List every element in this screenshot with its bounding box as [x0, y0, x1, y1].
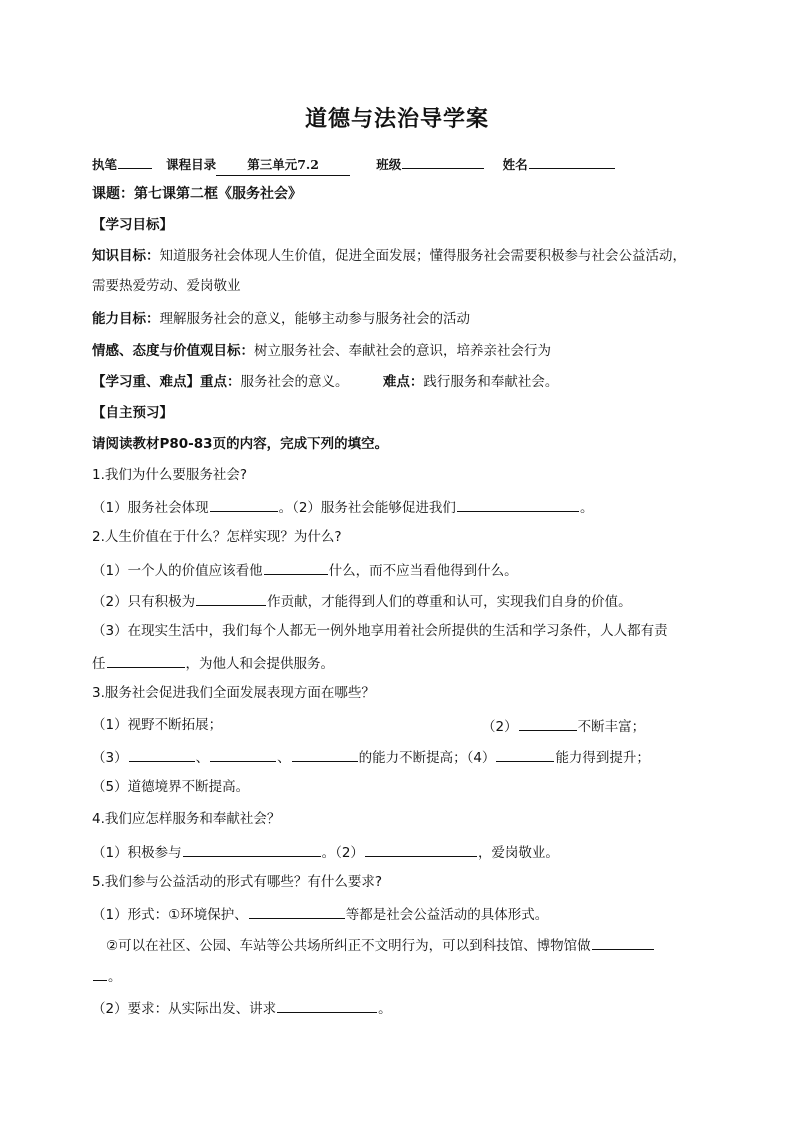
question-2-item-3a: （3）在现实生活中，我们每个人都无一例外地享用着社会所提供的生活和学习条件，人人都有责: [92, 623, 668, 639]
q5-1-blank[interactable]: [249, 903, 345, 919]
q3-3-text-e: 能力得到提升；: [555, 750, 650, 766]
q5-3-blank[interactable]: [277, 997, 377, 1013]
difficult-label: 难点：: [382, 374, 424, 390]
q2-1-text-a: （1）一个人的价值应该看他: [92, 563, 263, 579]
question-2-item-2: [92, 590, 632, 612]
author-label: 执笔: [92, 157, 118, 172]
catalog-label: 课程目录: [166, 157, 217, 172]
q3-2-text-b: 不断丰富；: [577, 719, 646, 735]
q1-blank-2[interactable]: [457, 496, 579, 512]
objectives-heading: 【学习目标】: [92, 217, 173, 233]
question-1: 1.我们为什么要服务社会?: [92, 467, 248, 483]
key-points-line: [92, 372, 558, 392]
q5-1-text-a: （1）形式：①环境保护: [92, 907, 235, 923]
q2-3-text-c: ，为他人和会提供服务。: [185, 656, 334, 672]
knowledge-label: 知识目标：: [92, 248, 160, 264]
key-points-heading: 【学习重、难点】: [92, 374, 200, 390]
knowledge-text-2: 需要热爱劳动、爱岗敬业: [92, 278, 241, 294]
key-text: 服务社会的意义。: [240, 374, 349, 390]
question-2-item-3b: [92, 652, 334, 674]
catalog-value: 第三单元7.2: [216, 155, 350, 176]
ability-label: 能力目标：: [92, 311, 160, 327]
q1-text-a: （1）服务社会体现: [92, 500, 209, 516]
question-1-answer: [92, 496, 593, 518]
q3-3-blank-3[interactable]: [292, 746, 358, 762]
name-label: 姓名: [502, 157, 528, 172]
q2-3-text-b: 任: [92, 656, 106, 672]
knowledge-text-1: 知道服务社会体现人生价值，促进全面发展；懂得服务社会需要积极参与社会公益活动，: [159, 248, 686, 264]
q5-1-text-c: 等都是社会公益活动的具体形式。: [345, 907, 549, 923]
question-2-item-1: [92, 559, 518, 581]
question-3-item-3: [92, 746, 650, 768]
key-label: 重点：: [200, 374, 241, 390]
q1-text-b: 。（2）服务社会能够促进我们: [278, 500, 456, 516]
q4-text-b: 。（2）: [321, 845, 364, 861]
q3-3-text-d: 的能力不断提高；（4）: [358, 750, 496, 766]
question-5-item-1: [92, 903, 548, 925]
author-blank[interactable]: [118, 153, 152, 169]
q5-2-blank-cont[interactable]: [93, 965, 107, 981]
q3-3-text-c: 、: [277, 750, 291, 766]
question-5-item-2-cont: [92, 965, 122, 987]
emotion-objective: [92, 341, 551, 361]
question-3-item-2: [482, 715, 645, 737]
q4-text-a: （1）积极参与: [92, 845, 182, 861]
question-2: 2.人生价值在于什么？怎样实现？为什么?: [92, 529, 342, 545]
preview-instruction: 请阅读教材P80-83页的内容，完成下列的填空。: [92, 436, 389, 452]
q2-2-text-b: 作贡献，才能得到人们的尊重和认可，实现我们自身的价值。: [267, 594, 632, 610]
q4-text-c: ，爱岗敬业。: [477, 845, 559, 861]
name-blank[interactable]: [529, 153, 615, 169]
q2-1-text-b: 什么，而不应当看他得到什么。: [328, 563, 518, 579]
q3-3-blank-1[interactable]: [129, 746, 195, 762]
emotion-label: 情感、态度与价值观目标：: [92, 343, 254, 359]
q5-1-text-b: 、: [234, 907, 248, 923]
question-3-item-1: （1）视野不断拓展；: [92, 717, 223, 733]
q5-2-blank[interactable]: [592, 934, 654, 950]
class-label: 班级: [376, 157, 402, 172]
q3-2-blank[interactable]: [519, 715, 577, 731]
class-blank[interactable]: [402, 153, 484, 169]
q3-3-text-a: （3）: [92, 750, 128, 766]
q5-2-text-b: 。: [108, 969, 122, 985]
question-4-answer: [92, 841, 559, 863]
question-4: 4.我们应怎样服务和奉献社会？: [92, 811, 281, 827]
question-3: 3.服务社会促进我们全面发展表现方面在哪些？: [92, 685, 375, 701]
q3-3-blank-2[interactable]: [210, 746, 276, 762]
q3-4-blank[interactable]: [496, 746, 554, 762]
question-5-item-2: [106, 934, 655, 956]
q2-2-blank[interactable]: [196, 590, 266, 606]
q1-blank-1[interactable]: [210, 496, 278, 512]
q5-2-text-a: ②可以在社区、公园、车站等公共场所纠正不文明行为，可以到科技馆、博物馆做: [106, 938, 591, 954]
ability-text: 理解服务社会的意义，能够主动参与服务社会的活动: [159, 311, 470, 327]
q1-text-c: 。: [579, 500, 594, 516]
q2-1-blank[interactable]: [264, 559, 328, 575]
q5-3-text-a: （2）要求：从实际出发、讲求: [92, 1001, 277, 1017]
question-5: 5.我们参与公益活动的形式有哪些？有什么要求?: [92, 874, 383, 890]
emotion-text: 树立服务社会、奉献社会的意识，培养亲社会行为: [254, 343, 551, 359]
q2-2-text-a: （2）只有积极为: [92, 594, 196, 610]
difficult-text: 践行服务和奉献社会。: [423, 374, 559, 390]
question-5-item-3: [92, 997, 392, 1019]
q3-3-text-b: 、: [195, 750, 210, 766]
q2-3-blank[interactable]: [107, 652, 185, 668]
lesson-title: 课题：第七课第二框《服务社会》: [92, 186, 302, 202]
knowledge-objective: [92, 246, 686, 266]
q3-2-text-a: （2）: [482, 719, 518, 735]
question-3-item-5: （5）道德境界不断提高。: [92, 779, 250, 795]
q4-blank-2[interactable]: [365, 841, 477, 857]
q5-3-text-b: 。: [378, 1001, 392, 1017]
preview-heading: 【自主预习】: [92, 405, 173, 421]
page-title: 道德与法治导学案: [304, 107, 489, 132]
ability-objective: [92, 309, 470, 329]
q4-blank-1[interactable]: [183, 841, 321, 857]
header-info-line: [92, 153, 616, 176]
